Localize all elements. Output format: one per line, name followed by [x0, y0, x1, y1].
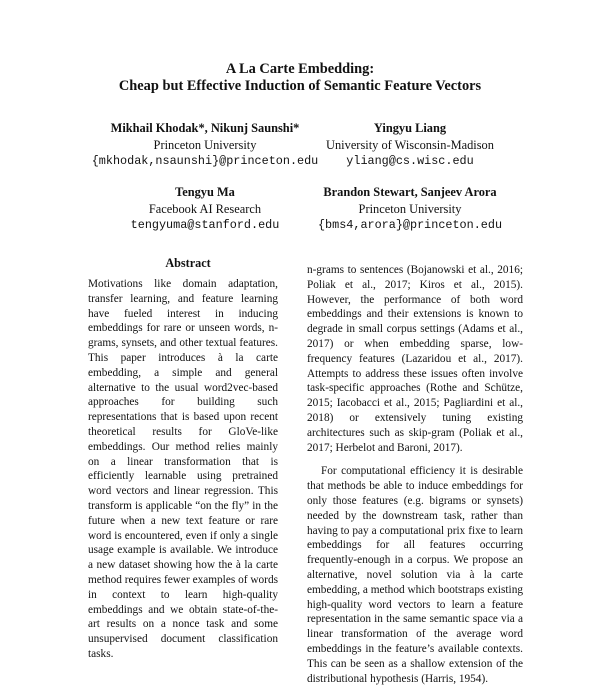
author-block-liang	[300, 120, 520, 170]
abstract-heading: Abstract	[165, 256, 211, 270]
author-affiliation: Princeton University	[358, 201, 462, 216]
author-affiliation: Princeton University	[153, 137, 257, 152]
body-paragraph-2: For computational efficiency it is desirable that methods be able to induce embeddings for only those features (e.g. bigrams or synsets) needed by the downstream task, rather than having to pay a computational prix fixe to learn embeddings for all features occurring frequently-enough in a corpus. We propose an alternative, novel solution via à la carte embedding, a method which bootstraps existing high-quality word vectors to learn a feature representation in the same semantic space via a linear transformation of the average word embeddings in the feature’s available contexts. This can be seen as a shallow extension of the distributional hypothesis (Harris, 1954).	[307, 465, 523, 685]
author-email: {bms4,arora}@princeton.edu	[317, 218, 503, 232]
author-email: {mkhodak,nsaunshi}@princeton.edu	[91, 154, 319, 168]
author-block-ma	[95, 184, 315, 234]
abstract-text: Motivations like domain adaptation, transfer learning, and feature learning have fueled interest in inducing embeddings for rare or unseen words, n-grams, synsets, and other textual features. This paper introduces à la carte embedding, a simple and general alternative to the usual word2vec-based approaches for building such representations that is based upon recent theoretical results for GloVe-like embeddings. Our method relies mainly on a linear transformation that is efficiently learnable using pretrained word vectors and linear regression. This transform is applicable “on the fly” in the future when a new text feature or rare word is encountered, even if only a single usage example is available. We introduce a new dataset showing how the à la carte method requires fewer examples of words in context to learn high-quality embeddings and we obtain state-of-the-art results on a nonce task and some unsupervised document classification tasks.	[88, 278, 278, 660]
author-affiliation: Facebook AI Research	[148, 201, 262, 216]
paper-title-line-2: Cheap but Effective Induction of Semantic Feature Vectors	[118, 78, 482, 94]
author-block-khodak-saunshi	[80, 120, 330, 170]
author-affiliation: University of Wisconsin-Madison	[326, 137, 494, 152]
author-names: Mikhail Khodak*, Nikunj Saunshi*	[110, 121, 300, 135]
author-names: Brandon Stewart, Sanjeev Arora	[323, 185, 497, 199]
author-names: Yingyu Liang	[373, 121, 447, 135]
author-email: tengyuma@stanford.edu	[130, 218, 280, 232]
body-paragraph-1: n-grams to sentences (Bojanowski et al., 2016; Poliak et al., 2017; Kiros et al., 2015). However, the performance of both word embeddings and their extensions is known to degrade in small corpus settings (Adams et al., 2017) or when embedding sparse, low-frequency features (Lazaridou et al., 2017). Attempts to address these issues often involve task-specific approaches (Rothe and Schütze, 2015; Iacobacci et al., 2015; Pagliardini et al., 2018) or extensively tuning existing architectures such as skip-gram (Poliak et al., 2017; Herbelot and Baroni, 2017).	[307, 264, 523, 454]
author-names: Tengyu Ma	[175, 185, 235, 199]
author-email: yliang@cs.wisc.edu	[346, 154, 474, 168]
abstract-column	[88, 277, 278, 660]
author-block-stewart-arora	[300, 184, 520, 234]
introduction-column	[307, 263, 523, 685]
paper-title-line-1: A La Carte Embedding:	[225, 61, 375, 77]
